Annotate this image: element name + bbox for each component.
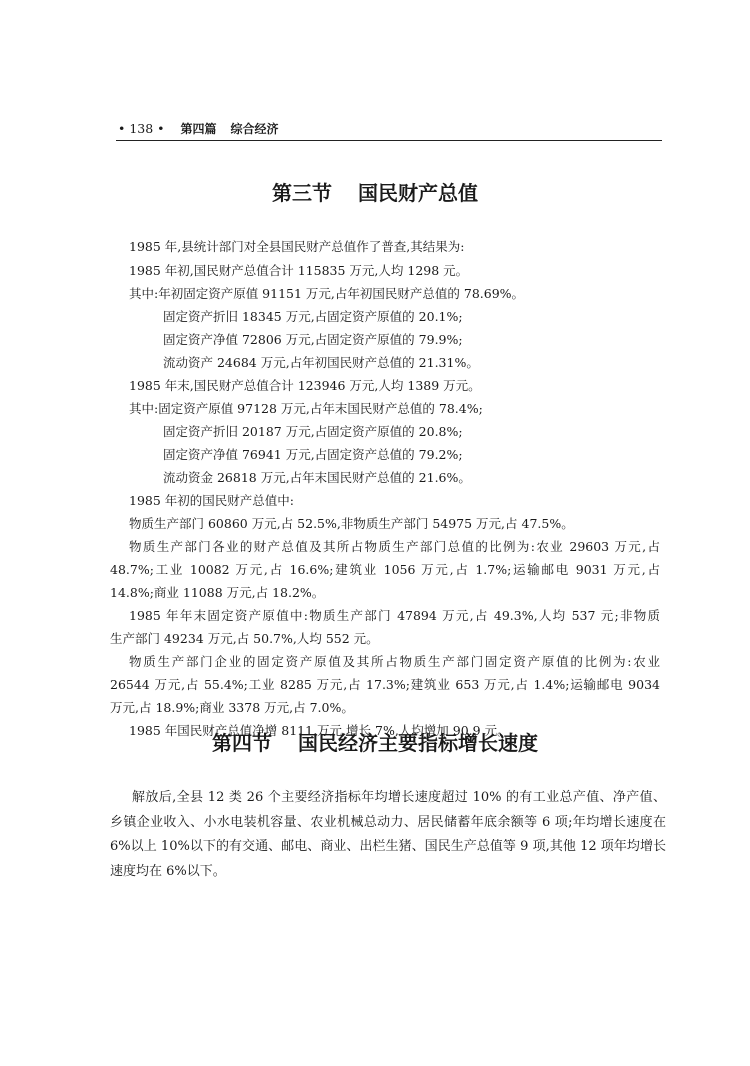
paragraph-line: 其中:年初固定资产原值 91151 万元,占年初国民财产总值的 78.69%。 <box>129 286 525 301</box>
paragraph-line: 物质生产部门 60860 万元,占 52.5%,非物质生产部门 54975 万元,占 47.5%。 <box>129 516 574 531</box>
section-number: 第三节 <box>272 181 332 205</box>
paragraph-line: 流动资产 24684 万元,占年初国民财产总值的 21.31%。 <box>163 355 479 370</box>
section-heading: 国民经济主要指标增长速度 <box>298 731 538 755</box>
paragraph-line: 解放后,全县 12 类 26 个主要经济指标年均增长速度超过 10% 的有工业总产值、净产值、 <box>132 790 666 805</box>
paragraph-line: 1985 年初,国民财产总值合计 115835 万元,人均 1298 元。 <box>129 263 469 278</box>
paragraph-line: 生产部门 49234 万元,占 50.7%,人均 552 元。 <box>110 631 379 646</box>
section-title-4 <box>0 730 750 756</box>
paragraph-line: 其中:固定资产原值 97128 万元,占年末国民财产总值的 78.4%; <box>129 401 483 416</box>
part-label: 第四篇 <box>180 122 217 136</box>
paragraph-line: 物质生产部门企业的固定资产原值及其所占物质生产部门固定资产原值的比例为:农业 <box>129 654 660 669</box>
running-header <box>118 121 279 137</box>
paragraph-line: 固定资产折旧 20187 万元,占固定资产原值的 20.8%; <box>163 424 463 439</box>
paragraph-line: 固定资产折旧 18345 万元,占固定资产原值的 20.1%; <box>163 309 463 324</box>
paragraph-line: 1985 年末,国民财产总值合计 123946 万元,人均 1389 万元。 <box>129 378 481 393</box>
paragraph-line: 1985 年初的国民财产总值中: <box>129 493 294 508</box>
section-heading: 国民财产总值 <box>358 181 478 205</box>
paragraph-line: 乡镇企业收入、小水电装机容量、农业机械总动力、居民储蓄年底余额等 6 项;年均增长速度在 <box>110 814 666 830</box>
paragraph-line: 流动资金 26818 万元,占年末国民财产总值的 21.6%。 <box>163 470 471 485</box>
paragraph-line: 固定资产净值 72806 万元,占固定资产原值的 79.9%; <box>163 332 463 347</box>
paragraph-line: 固定资产净值 76941 万元,占固定资产总值的 79.2%; <box>163 447 463 462</box>
paragraph-line: 1985 年国民财产总值净增 8111 万元,增长 7%,人均增加 90.9 元。 <box>129 723 510 738</box>
paragraph-line: 1985 年,县统计部门对全县国民财产总值作了普查,其结果为: <box>129 239 465 254</box>
page-number: • 138 • <box>118 121 165 136</box>
paragraph-line: 1985 年年末固定资产原值中:物质生产部门 47894 万元,占 49.3%,人均 537 元;非物质 <box>129 608 660 623</box>
paragraph-line: 物质生产部门各业的财产总值及其所占物质生产部门总值的比例为:农业 29603 万元,占 <box>129 539 660 554</box>
paragraph-line: 26544 万元,占 55.4%;工业 8285 万元,占 17.3%;建筑业 653 万元,占 1.4%;运输邮电 9034 <box>110 677 660 692</box>
section-4-body <box>110 786 666 884</box>
header-rule <box>116 140 662 141</box>
paragraph-line: 6%以上 10%以下的有交通、邮电、商业、出栏生猪、国民生产总值等 9 项,其他 12 项年均增长 <box>110 839 666 854</box>
paragraph-line: 速度均在 6%以下。 <box>110 863 226 879</box>
paragraph-line: 48.7%;工业 10082 万元,占 16.6%;建筑业 1056 万元,占 1.7%;运输邮电 9031 万元,占 <box>110 562 660 577</box>
part-title: 综合经济 <box>230 122 279 136</box>
paragraph-line: 万元,占 18.9%;商业 3378 万元,占 7.0%。 <box>110 700 354 715</box>
section-title-3 <box>0 180 750 206</box>
section-number: 第四节 <box>212 731 272 755</box>
paragraph-line: 14.8%;商业 11088 万元,占 18.2%。 <box>110 585 325 600</box>
